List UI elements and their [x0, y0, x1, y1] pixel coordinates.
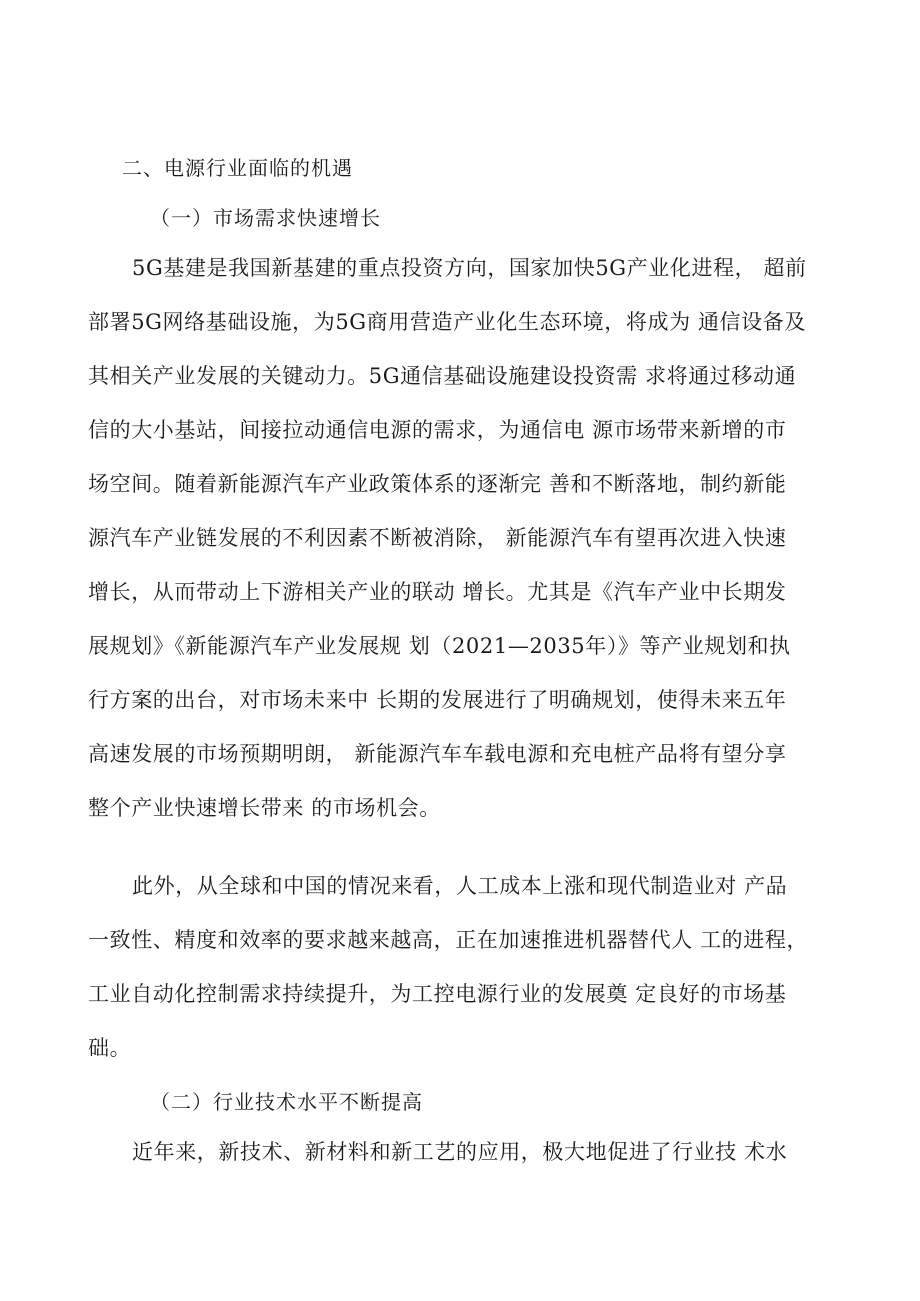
paragraph-line: 源汽车产业链发展的不利因素不断被消除， 新能源汽车有望再次进入快速 [88, 526, 787, 550]
paragraph-line: 信的大小基站，间接拉动通信电源的需求，为通信电 源市场带来新增的市 [88, 418, 787, 442]
paragraph-line: 础。 [88, 1036, 132, 1060]
paragraph-line: 近年来，新技术、新材料和新工艺的应用，极大地促进了行业技 术水 [132, 1140, 788, 1164]
paragraph-line: 此外，从全球和中国的情况来看，人工成本上涨和现代制造业对 产品 [132, 874, 788, 898]
paragraph-line: 展规划》《新能源汽车产业发展规 划（2021—2035年）》等产业规划和执 [88, 634, 791, 658]
paragraph-line: 增长，从而带动上下游相关产业的联动 增长。尤其是《汽车产业中长期发 [88, 580, 787, 604]
subheading-technology-level: （二）行业技术水平不断提高 [150, 1090, 423, 1114]
paragraph-line: 5G基建是我国新基建的重点投资方向，国家加快5G产业化进程， 超前 [132, 256, 807, 280]
paragraph-line: 行方案的出台，对市场未来中 长期的发展进行了明确规划，使得未来五年 [88, 688, 787, 712]
paragraph-line: 一致性、精度和效率的要求越来越高，正在加速推进机器替代人 工的进程， [88, 928, 809, 952]
paragraph-line: 整个产业快速增长带来 的市场机会。 [88, 796, 441, 820]
subheading-market-demand: （一）市场需求快速增长 [150, 206, 381, 230]
paragraph-line: 部署5G网络基础设施，为5G商用营造产业化生态环境，将成为 通信设备及 [88, 310, 806, 334]
paragraph-line: 工业自动化控制需求持续提升，为工控电源行业的发展奠 定良好的市场基 [88, 982, 787, 1006]
section-heading: 二、电源行业面临的机遇 [122, 156, 353, 180]
paragraph-line: 其相关产业发展的关键动力。5G通信基础设施建设投资需 求将通过移动通 [88, 364, 797, 388]
paragraph-line: 高速发展的市场预期明朗， 新能源汽车车载电源和充电桩产品将有望分享 [88, 742, 787, 766]
paragraph-line: 场空间。随着新能源汽车产业政策体系的逐渐完 善和不断落地，制约新能 [88, 472, 787, 496]
